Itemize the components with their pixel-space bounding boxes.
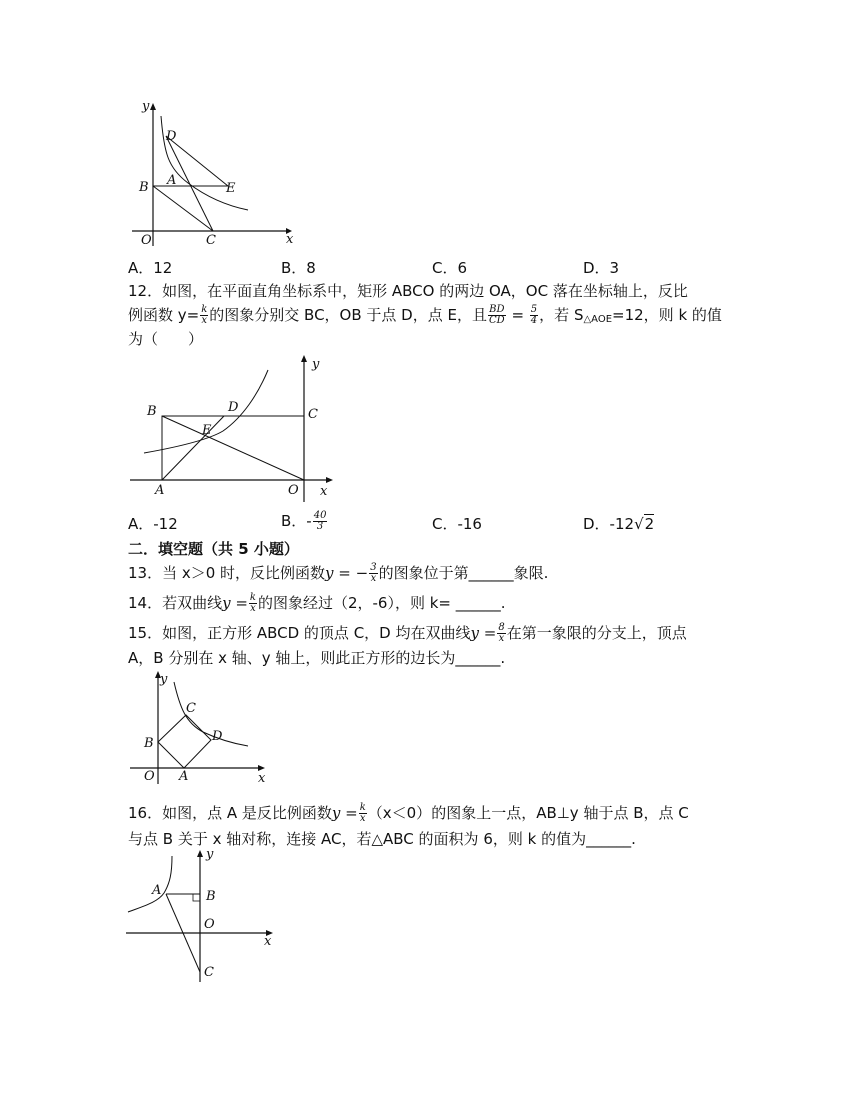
q16-c-label: C: [204, 965, 214, 980]
q12-a-label: A: [155, 483, 165, 498]
q12-d-label: D: [228, 400, 239, 415]
q11-option-c[interactable]: C．6: [432, 259, 468, 277]
q12-option-a[interactable]: A．-12: [128, 515, 178, 533]
q15-o-label: O: [144, 769, 155, 784]
q16-figure: [124, 848, 279, 984]
q15-figure: [128, 668, 276, 788]
q11-option-b[interactable]: B．8: [281, 259, 316, 277]
q13-answer-blank[interactable]: ______: [468, 564, 514, 582]
q12-option-c[interactable]: C．-16: [432, 515, 482, 533]
q16-answer-blank[interactable]: ______: [586, 830, 632, 848]
q14-line: 14．若双曲线y = $\frac{k}{x}$ 的图象经过（2，-6），则 k= ______.: [128, 592, 506, 614]
q12-figure: [128, 352, 340, 504]
q16-b-label: B: [206, 889, 216, 904]
q15-d-label: D: [212, 729, 223, 744]
q15-y-label: y: [160, 672, 168, 687]
q11-y-label: y: [142, 99, 150, 114]
q12-e-label: E: [202, 423, 212, 438]
q15-answer-blank[interactable]: ______: [455, 649, 501, 667]
q12-b-label: B: [147, 404, 157, 419]
q16-y-label: y: [206, 848, 214, 862]
q12-line-3: 为（ ）: [128, 330, 204, 348]
q16-a-label: A: [152, 883, 162, 898]
q15-b-label: B: [144, 736, 154, 751]
q12-line-1: 12．如图，在平面直角坐标系中，矩形 ABCO 的两边 OA，OC 落在坐标轴上，反比: [128, 282, 688, 300]
q12-o-label: O: [288, 483, 299, 498]
q14-answer-blank[interactable]: ______: [455, 594, 501, 612]
q16-x-label: x: [264, 934, 272, 949]
q15-line-1: 15．如图，正方形 ABCD 的顶点 C，D 均在双曲线y = $\frac{8}{x}$ 在第一象限的分支上，顶点: [128, 622, 687, 644]
q12-line-2: 例函数 y= $\frac{k}{x}$ 的图象分别交 BC，OB 于点 D，点 E，且 $\frac{BD}{CD}$ = $\frac{5}{4}$ ，若 $S_{\triangle AOE}=12$，则 k 的值: [128, 304, 722, 326]
q11-c-label: C: [206, 233, 216, 248]
q12-x-label: x: [320, 484, 328, 499]
q12-option-d[interactable]: D．-12√2: [583, 515, 655, 533]
q15-a-label: A: [179, 769, 189, 784]
q16-line-2: 与点 B 关于 x 轴对称，连接 AC，若△ABC 的面积为 6，则 k 的值为______.: [128, 830, 636, 848]
q12-option-b[interactable]: B．- $\frac{40}{3}$: [281, 510, 327, 532]
q11-e-label: E: [226, 181, 236, 196]
q13-line: 13．当 x＞0 时，反比例函数y = − $\frac{3}{x}$ 的图象位于第______象限.: [128, 562, 549, 584]
q11-a-label: A: [167, 173, 177, 188]
q11-option-a[interactable]: A．12: [128, 259, 173, 277]
q16-o-label: O: [204, 917, 215, 932]
q11-x-label: x: [286, 232, 294, 247]
q16-line-1: 16．如图，点 A 是反比例函数y = $\frac{k}{x}$ （x＜0）的图象上一点，AB⊥y 轴于点 B，点 C: [128, 802, 689, 824]
q12-y-label: y: [312, 357, 320, 372]
q11-d-label: D: [166, 129, 177, 144]
q11-option-d[interactable]: D．3: [583, 259, 620, 277]
q11-o-label: O: [141, 233, 152, 248]
q15-line-2: A，B 分别在 x 轴、y 轴上，则此正方形的边长为______.: [128, 649, 506, 667]
section-heading: 二．填空题（共 5 小题）: [128, 540, 299, 558]
q11-b-label: B: [139, 180, 149, 195]
q15-c-label: C: [186, 701, 196, 716]
q12-c-label: C: [308, 407, 318, 422]
q11-figure: [128, 98, 298, 250]
q15-x-label: x: [258, 771, 266, 786]
